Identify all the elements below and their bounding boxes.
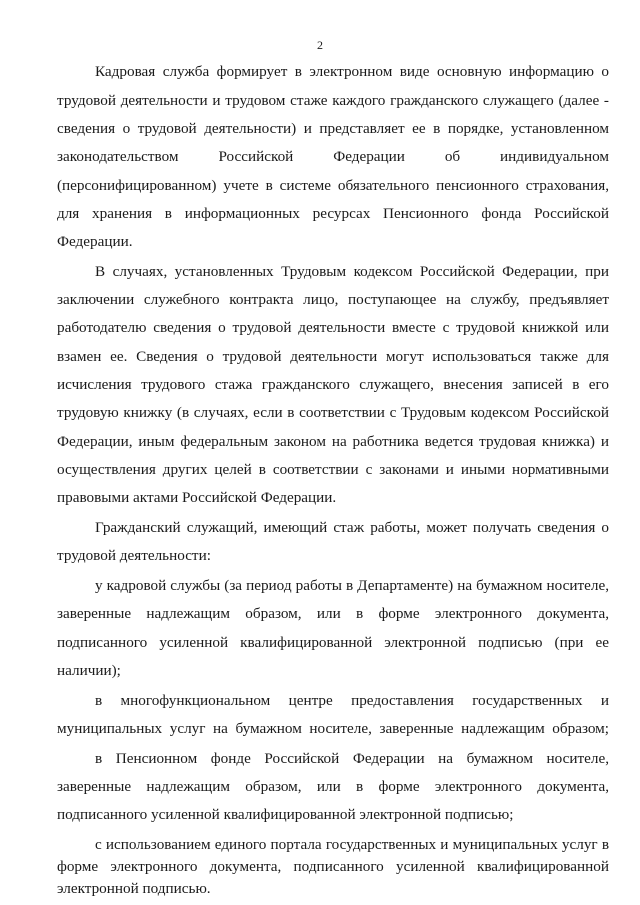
text-line: в Пенсионном фонде Российской Федерации на бумажном носителе, — [95, 750, 609, 767]
text-line: трудовой деятельности и трудовом стаже каждого гражданского служащего (далее - — [57, 92, 609, 109]
text-line: наличии); — [57, 662, 121, 679]
text-line: работодателю сведения о трудовой деятельности вместе с трудовой книжкой или — [57, 319, 609, 336]
text-line: электронной подписью. — [57, 880, 211, 897]
text-line: для хранения в информационных ресурсах Пенсионного фонда Российской — [57, 205, 609, 222]
text-line: заверенные надлежащим образом, или в форме электронного документа, — [57, 778, 609, 795]
text-line: осуществления других целей в соответствии с законами и иными нормативными — [57, 461, 609, 478]
text-line: Гражданский служащий, имеющий стаж работы, может получать сведения о — [95, 519, 609, 536]
text-line: муниципальных услуг на бумажном носителе, заверенные надлежащим образом; — [57, 720, 609, 737]
text-line: форме электронного документа, подписанного усиленной квалифицированной — [57, 858, 609, 875]
text-line: в многофункциональном центре предоставления государственных и — [95, 692, 609, 709]
text-line: подписанного усиленной квалифицированной электронной подписью (при ее — [57, 634, 609, 651]
text-line: трудовую книжку (в случаях, если в соответствии с Трудовым кодексом Российской — [57, 404, 609, 421]
text-line: заверенные надлежащим образом, или в форме электронного документа, — [57, 605, 609, 622]
text-line: заключении служебного контракта лицо, поступающее на службу, предъявляет — [57, 291, 609, 308]
text-line: у кадровой службы (за период работы в Департаменте) на бумажном носителе, — [95, 577, 609, 594]
text-line: правовыми актами Российской Федерации. — [57, 489, 337, 506]
text-line: Федерации, иным федеральным законом на работника ведется трудовая книжка) и — [57, 433, 609, 450]
text-line: Кадровая служба формирует в электронном виде основную информацию о — [95, 63, 609, 80]
text-line: трудовой деятельности: — [57, 547, 211, 564]
text-line: (персонифицированном) учете в системе обязательного пенсионного страхования, — [57, 177, 609, 194]
page-number: 2 — [317, 38, 323, 52]
text-line: взамен ее. Сведения о трудовой деятельности могут использоваться также для — [57, 348, 609, 365]
text-line: подписанного усиленной квалифицированной электронной подписью; — [57, 806, 514, 823]
text-line: Федерации. — [57, 233, 133, 250]
text-line: исчисления трудового стажа гражданского служащего, внесения записей в его — [57, 376, 609, 393]
text-line: сведения о трудовой деятельности) и представляет ее в порядке, установленном — [57, 120, 609, 137]
text-line: законодательством Российской Федерации об индивидуальном — [57, 148, 609, 165]
text-line: В случаях, установленных Трудовым кодексом Российской Федерации, при — [95, 263, 609, 280]
text-line: с использованием единого портала государственных и муниципальных услуг в — [95, 836, 609, 853]
